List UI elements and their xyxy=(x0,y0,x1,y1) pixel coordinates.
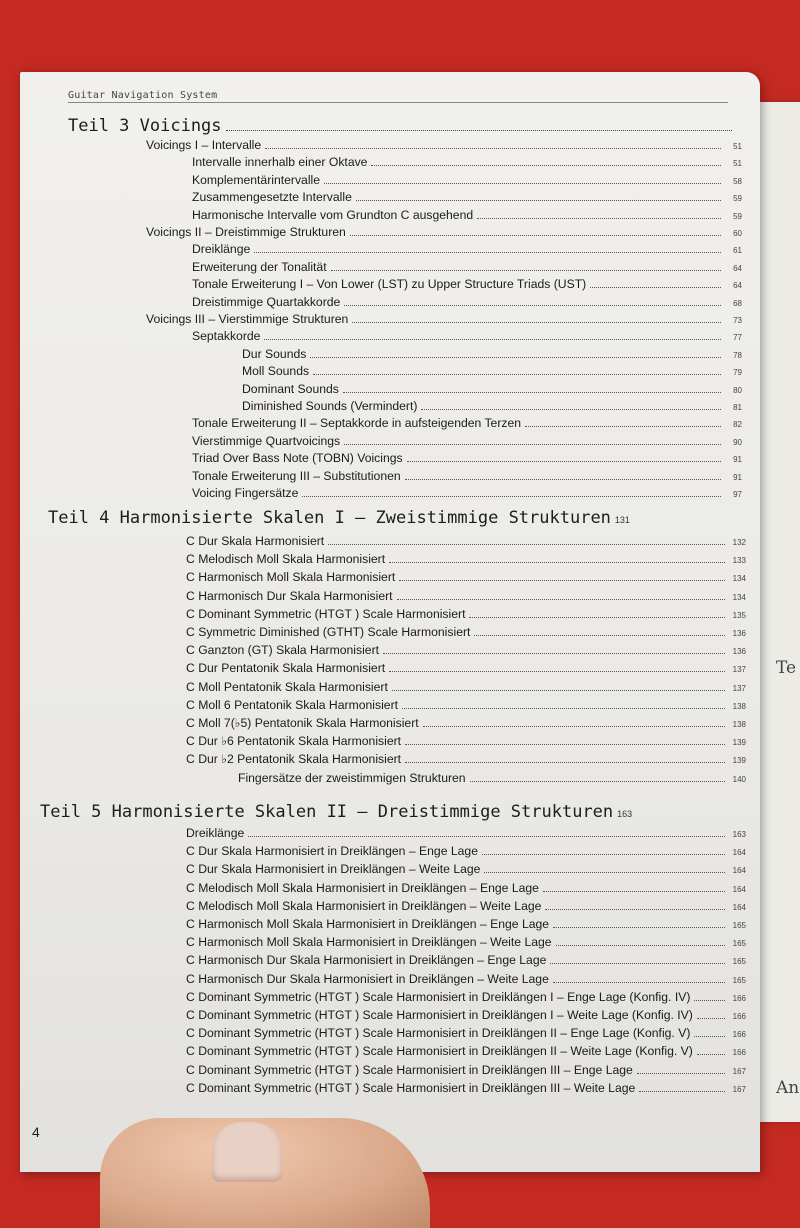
leader-dots xyxy=(484,872,725,873)
leader-dots xyxy=(477,218,721,219)
leader-dots xyxy=(389,671,725,672)
toc-entry-page: 78 xyxy=(733,350,742,360)
toc-entry-title: C Symmetric Diminished (GTHT) Scale Harmonisiert xyxy=(186,625,471,639)
leader-dots xyxy=(525,426,721,427)
toc-entry-title: C Melodisch Moll Skala Harmonisiert in Dreiklängen – Enge Lage xyxy=(186,880,539,895)
toc-entry-title: C Dominant Symmetric (HTGT ) Scale Harmonisiert in Dreiklängen I – Weite Lage (Konfig. IV) xyxy=(186,1008,693,1022)
thumbnail xyxy=(212,1122,282,1182)
toc-entry xyxy=(186,589,746,603)
toc-entry-title: C Harmonisch Moll Skala Harmonisiert in Dreiklängen – Weite Lage xyxy=(186,935,552,950)
toc-entry-page: 64 xyxy=(733,263,742,273)
toc-entry xyxy=(186,935,746,949)
toc-entry-page: 166 xyxy=(732,1048,746,1058)
toc-entry-page: 166 xyxy=(732,1030,746,1040)
leader-dots xyxy=(392,690,725,691)
toc-entry-title: Dominant Sounds xyxy=(242,381,339,396)
leader-dots xyxy=(399,580,725,581)
toc-entry xyxy=(192,208,742,222)
toc-entry xyxy=(186,917,746,931)
toc-entry-page: 164 xyxy=(732,848,746,858)
toc-entry xyxy=(242,364,742,378)
toc-entry-page: 138 xyxy=(732,720,746,729)
toc-entry-title: C Harmonisch Moll Skala Harmonisiert xyxy=(186,570,396,585)
toc-entry xyxy=(186,862,746,876)
section-page-number: 131 xyxy=(614,515,630,525)
toc-entry xyxy=(192,155,742,169)
leader-dots xyxy=(226,130,732,131)
leader-dots xyxy=(397,599,725,600)
leader-dots xyxy=(550,963,725,964)
leader-dots xyxy=(356,200,721,201)
leader-dots xyxy=(469,617,725,618)
leader-dots xyxy=(405,479,721,480)
leader-dots xyxy=(697,1054,725,1055)
toc-entry-title: Tonale Erweiterung III – Substitutionen xyxy=(192,468,401,483)
toc-entry-title: C Dur ♭2 Pentatonik Skala Harmonisiert xyxy=(186,752,402,767)
toc-entry-title: C Dominant Symmetric (HTGT ) Scale Harmonisiert in Dreiklängen I – Enge Lage (Konfig. IV) xyxy=(186,989,691,1004)
toc-entry xyxy=(238,771,746,785)
toc-entry-title: C Moll Pentatonik Skala Harmonisiert xyxy=(186,679,388,694)
toc-entry-page: 68 xyxy=(733,298,742,308)
toc-entry-title: Fingersätze der zweistimmigen Strukturen xyxy=(238,770,466,785)
toc-entry-title: Vierstimmige Quartvoicings xyxy=(192,433,341,448)
toc-entry xyxy=(192,295,742,309)
toc-entry-page: 165 xyxy=(732,921,746,930)
toc-entry-title: Zusammengesetzte Intervalle xyxy=(192,190,352,205)
toc-entry xyxy=(186,643,746,657)
toc-entry xyxy=(192,469,742,483)
toc-entry-title: C Ganzton (GT) Skala Harmonisiert xyxy=(186,643,380,658)
toc-entry xyxy=(186,534,746,548)
toc-entry xyxy=(192,190,742,204)
leader-dots xyxy=(344,444,721,445)
toc-entry xyxy=(146,312,742,326)
leader-dots xyxy=(254,252,721,253)
leader-dots xyxy=(248,836,725,837)
toc-entry-page: 165 xyxy=(732,939,746,949)
toc-entry-page: 81 xyxy=(733,403,742,412)
toc-entry-title: C Dominant Symmetric (HTGT ) Scale Harmonisiert in Dreiklängen III – Enge Lage xyxy=(186,1062,633,1077)
toc-entry-page: 133 xyxy=(732,556,746,566)
leader-dots xyxy=(313,374,721,375)
toc-entry xyxy=(186,972,746,986)
toc-entry-page: 51 xyxy=(733,142,742,151)
leader-dots xyxy=(344,305,721,306)
toc-entry xyxy=(186,625,746,639)
toc-entry-title: Harmonische Intervalle vom Grundton C ausgehend xyxy=(192,207,474,222)
toc-entry-page: 91 xyxy=(733,472,742,482)
leader-dots xyxy=(343,392,721,393)
toc-entry-page: 82 xyxy=(733,420,742,430)
toc-entry-page: 51 xyxy=(733,159,742,169)
section-page-number: 163 xyxy=(617,809,633,819)
toc-entry-page: 60 xyxy=(733,229,742,238)
toc-entry-page: 90 xyxy=(733,437,742,447)
leader-dots xyxy=(482,854,725,855)
toc-entry-title: C Moll 6 Pentatonik Skala Harmonisiert xyxy=(186,697,399,712)
toc-entry-page: 79 xyxy=(733,368,742,378)
toc-entry xyxy=(186,570,746,584)
toc-entry-title: C Dominant Symmetric (HTGT ) Scale Harmonisiert xyxy=(186,606,466,621)
toc-entry-title: Moll Sounds xyxy=(242,364,310,379)
toc-entry-page: 61 xyxy=(733,246,742,256)
toc-entry xyxy=(186,716,746,730)
toc-entry xyxy=(242,382,742,396)
leader-dots xyxy=(637,1073,725,1074)
toc-entry-page: 166 xyxy=(732,1012,746,1021)
toc-entry-page: 134 xyxy=(732,592,746,602)
toc-entry-title: C Dominant Symmetric (HTGT ) Scale Harmonisiert in Dreiklängen III – Weite Lage xyxy=(186,1080,636,1095)
toc-entry-page: 167 xyxy=(732,1084,746,1094)
toc-entry xyxy=(186,680,746,694)
toc-entry-page: 167 xyxy=(732,1066,746,1076)
toc-entry-title: C Melodisch Moll Skala Harmonisiert xyxy=(186,552,386,567)
toc-entry xyxy=(186,899,746,913)
toc-entry xyxy=(186,607,746,621)
leader-dots xyxy=(474,635,725,636)
toc-entry-page: 140 xyxy=(732,774,746,784)
toc-entry-page: 91 xyxy=(733,455,742,465)
leader-dots xyxy=(265,148,721,149)
toc-entry-title: C Dominant Symmetric (HTGT ) Scale Harmonisiert in Dreiklängen II – Weite Lage (Konfig. V) xyxy=(186,1044,693,1059)
toc-entry-page: 166 xyxy=(732,993,746,1003)
toc-entry-page: 132 xyxy=(732,538,746,547)
toc-entry xyxy=(192,451,742,465)
leader-dots xyxy=(421,409,721,410)
toc-entry xyxy=(186,661,746,675)
leader-dots xyxy=(556,945,725,946)
toc-entry-title: C Melodisch Moll Skala Harmonisiert in Dreiklängen – Weite Lage xyxy=(186,898,542,913)
toc-entry xyxy=(186,953,746,967)
toc-entry xyxy=(192,277,742,291)
toc-entry-page: 139 xyxy=(732,738,746,748)
facing-page-fragment: Te xyxy=(776,658,797,678)
leader-dots xyxy=(423,726,725,727)
toc-entry-page: 165 xyxy=(732,957,746,967)
leader-dots xyxy=(328,544,725,545)
toc-entry-title: C Dur Pentatonik Skala Harmonisiert xyxy=(186,661,386,676)
toc-entry-title: Voicing Fingersätze xyxy=(192,486,299,500)
toc-entry xyxy=(186,1063,746,1077)
toc-entry xyxy=(192,486,742,500)
toc-entry xyxy=(186,698,746,712)
toc-entry-page: 135 xyxy=(732,610,746,620)
toc-entry-title: Triad Over Bass Note (TOBN) Voicings xyxy=(192,451,403,466)
toc-entry-title: Septakkorde xyxy=(192,329,261,344)
toc-entry xyxy=(186,990,746,1004)
leader-dots xyxy=(352,322,721,323)
toc-entry-title: Dreistimmige Quartakkorde xyxy=(192,294,341,309)
toc-entry xyxy=(186,826,746,840)
section-title-teil-4 xyxy=(48,508,740,528)
leader-dots xyxy=(639,1091,725,1092)
toc-entry-title: Tonale Erweiterung II – Septakkorde in aufsteigenden Terzen xyxy=(192,416,522,431)
leader-dots xyxy=(324,183,721,184)
toc-entry xyxy=(242,399,742,413)
toc-entry-page: 138 xyxy=(732,701,746,711)
page-number: 4 xyxy=(32,1124,40,1140)
toc-entry-title: C Harmonisch Dur Skala Harmonisiert in Dreiklängen – Weite Lage xyxy=(186,971,549,986)
toc-entry-page: 59 xyxy=(733,211,742,221)
leader-dots xyxy=(543,891,725,892)
toc-entry-title: Dreiklänge xyxy=(192,242,251,257)
toc-entry xyxy=(192,173,742,187)
leader-dots xyxy=(553,982,725,983)
toc-entry-page: 136 xyxy=(732,647,746,657)
leader-dots xyxy=(694,1000,725,1001)
toc-entry xyxy=(186,734,746,748)
toc-entry xyxy=(146,225,742,239)
toc-entry-title: C Harmonisch Dur Skala Harmonisiert in Dreiklängen – Enge Lage xyxy=(186,953,547,968)
toc-entry-title: C Dominant Symmetric (HTGT ) Scale Harmonisiert in Dreiklängen II – Enge Lage (Konfig. V) xyxy=(186,1026,691,1041)
leader-dots xyxy=(402,708,725,709)
toc-entry xyxy=(192,329,742,343)
toc-entry-page: 59 xyxy=(733,194,742,204)
section-title-text: Teil 4 Harmonisierte Skalen I – Zweistimmige Strukturen xyxy=(48,508,611,528)
toc-entry xyxy=(146,138,742,152)
section-title-text: Teil 5 Harmonisierte Skalen II – Dreistimmige Strukturen xyxy=(40,802,614,822)
toc-entry-title: C Dur ♭6 Pentatonik Skala Harmonisiert xyxy=(186,734,402,749)
leader-dots xyxy=(264,339,721,340)
toc-entry xyxy=(186,1044,746,1058)
toc-entry xyxy=(186,752,746,766)
toc-entry-title: C Dur Skala Harmonisiert xyxy=(186,534,325,548)
toc-entry-title: Voicings II – Dreistimmige Strukturen xyxy=(146,225,346,239)
toc-entry-page: 73 xyxy=(733,316,742,325)
toc-entry-page: 164 xyxy=(732,884,746,894)
toc-entry xyxy=(192,242,742,256)
leader-dots xyxy=(310,357,721,358)
toc-entry xyxy=(192,434,742,448)
leader-dots xyxy=(383,653,725,654)
toc-entry xyxy=(192,260,742,274)
toc-entry-page: 137 xyxy=(732,683,746,693)
toc-entry xyxy=(186,1081,746,1095)
leader-dots xyxy=(331,270,721,271)
toc-entry xyxy=(242,347,742,361)
leader-dots xyxy=(405,762,725,763)
toc-entry-title: C Dur Skala Harmonisiert in Dreiklängen – Enge Lage xyxy=(186,844,478,859)
leader-dots xyxy=(545,909,725,910)
toc-entry xyxy=(192,416,742,430)
toc-entry-page: 139 xyxy=(732,756,746,766)
toc-entry xyxy=(186,1026,746,1040)
toc-entry-page: 80 xyxy=(733,385,742,395)
toc-entry-title: C Dur Skala Harmonisiert in Dreiklängen – Weite Lage xyxy=(186,862,481,877)
toc-entry-page: 136 xyxy=(732,629,746,638)
leader-dots xyxy=(470,781,725,782)
leader-dots xyxy=(407,461,721,462)
leader-dots xyxy=(302,496,721,497)
leader-dots xyxy=(697,1018,725,1019)
leader-dots xyxy=(405,744,725,745)
leader-dots xyxy=(350,235,721,236)
toc-entry-title: Erweiterung der Tonalität xyxy=(192,259,327,274)
section-title-text: Teil 3 Voicings xyxy=(68,116,222,136)
toc-entry-title: Dreiklänge xyxy=(186,826,245,840)
section-title-teil-3 xyxy=(68,116,736,136)
section-title-teil-5 xyxy=(40,802,740,822)
toc-entry-page: 137 xyxy=(732,665,746,675)
toc-entry-title: Intervalle innerhalb einer Oktave xyxy=(192,155,368,170)
toc-entry-page: 164 xyxy=(732,902,746,912)
running-head: Guitar Navigation System xyxy=(68,90,218,101)
toc-entry-title: C Moll 7(♭5) Pentatonik Skala Harmonisiert xyxy=(186,716,419,730)
leader-dots xyxy=(590,287,721,288)
toc-entry xyxy=(186,881,746,895)
toc-entry xyxy=(186,552,746,566)
leader-dots xyxy=(553,927,725,928)
toc-entry-page: 64 xyxy=(733,281,742,291)
toc-entry-page: 165 xyxy=(732,975,746,985)
toc-entry-title: C Harmonisch Moll Skala Harmonisiert in Dreiklängen – Enge Lage xyxy=(186,917,550,931)
toc-entry-page: 164 xyxy=(732,866,746,876)
toc-entry-page: 134 xyxy=(732,574,746,584)
leader-dots xyxy=(694,1036,725,1037)
toc-entry-title: Voicings III – Vierstimmige Strukturen xyxy=(146,312,349,326)
toc-entry xyxy=(186,1008,746,1022)
toc-entry-title: C Harmonisch Dur Skala Harmonisiert xyxy=(186,588,393,603)
leader-dots xyxy=(371,165,721,166)
toc-entry-page: 163 xyxy=(732,830,746,839)
toc-entry-title: Komplementärintervalle xyxy=(192,172,321,187)
toc-entry xyxy=(186,844,746,858)
leader-dots xyxy=(389,562,725,563)
facing-page-fragment: An xyxy=(776,1078,800,1098)
toc-entry-page: 77 xyxy=(733,333,742,343)
toc-page xyxy=(20,72,760,1172)
toc-entry-title: Tonale Erweiterung I – Von Lower (LST) zu Upper Structure Triads (UST) xyxy=(192,277,587,292)
toc-entry-title: Voicings I – Intervalle xyxy=(146,138,262,152)
toc-entry-title: Dur Sounds xyxy=(242,346,307,361)
toc-entry-page: 58 xyxy=(733,176,742,186)
toc-entry-title: Diminished Sounds (Vermindert) xyxy=(242,399,418,413)
toc-entry-page: 97 xyxy=(733,490,742,499)
header-rule xyxy=(68,102,728,103)
